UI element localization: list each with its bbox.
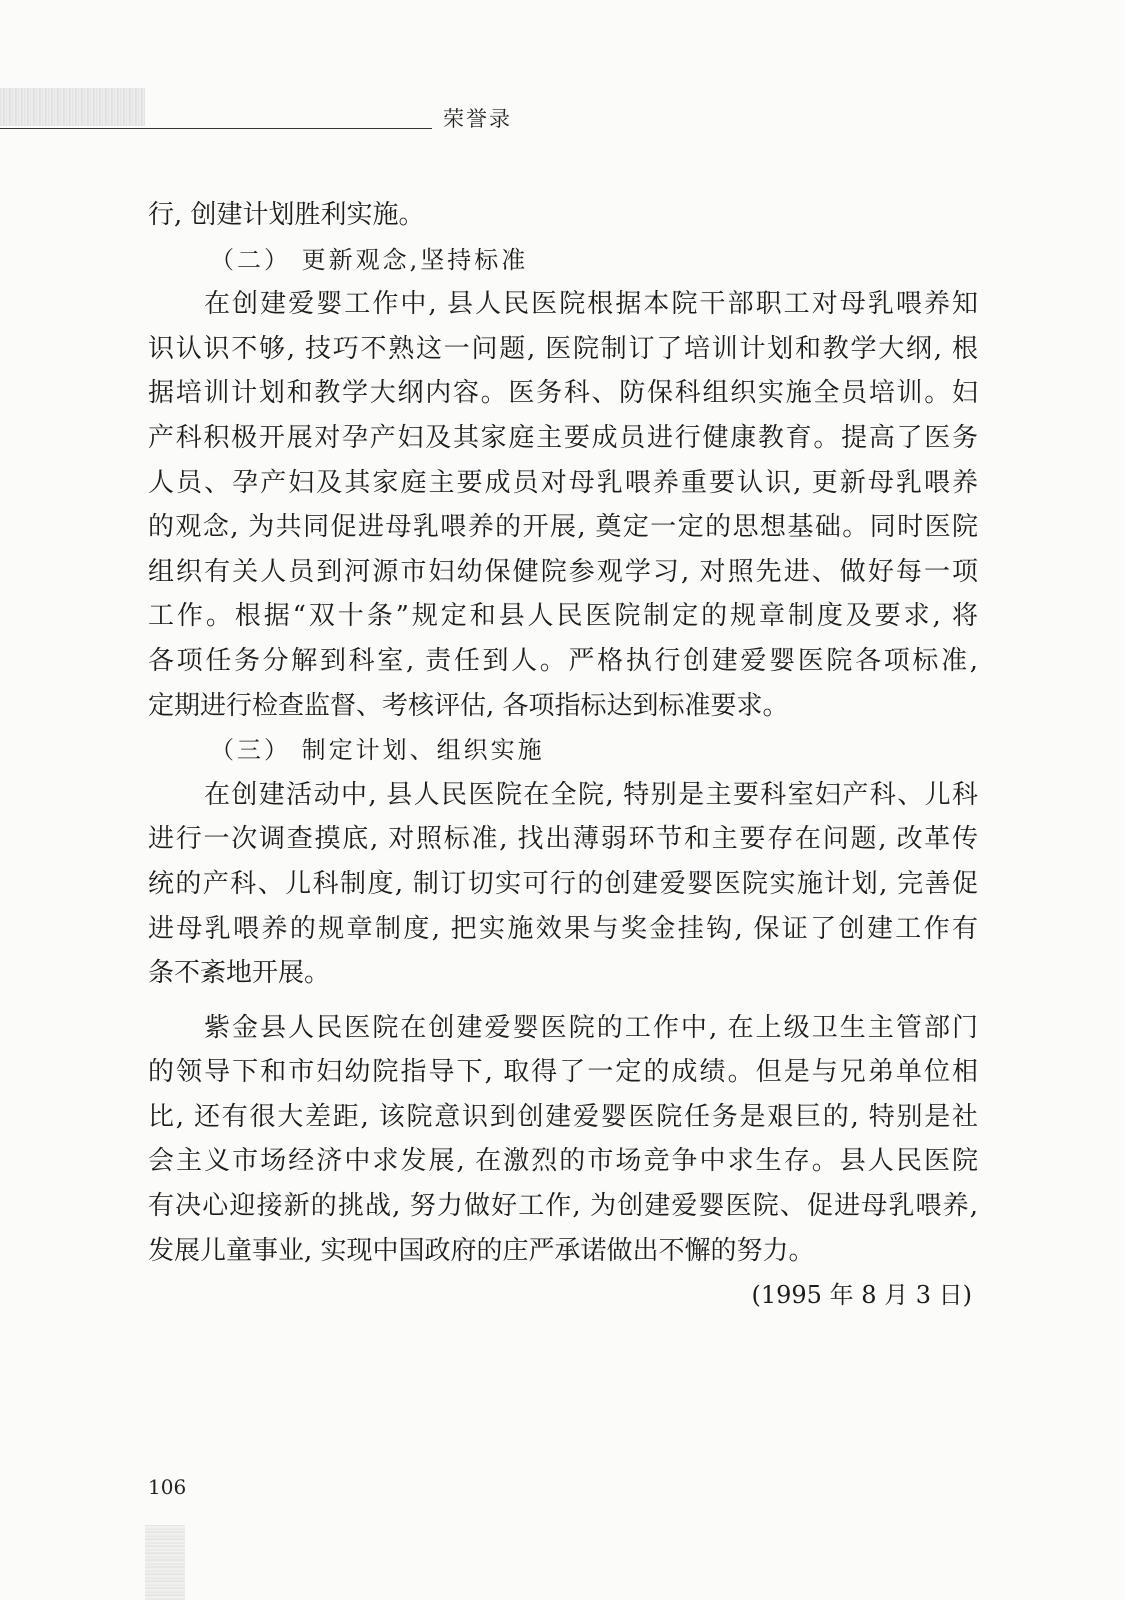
paragraph-line: 会主义市场经济中求发展, 在激烈的市场竞争中求生存。县人民医院: [148, 1146, 978, 1177]
paragraph-line: 统的产科、儿科制度, 制订切实可行的创建爱婴医院实施计划, 完善促: [148, 868, 978, 899]
paragraph-line: 定期进行检查监督、考核评估, 各项指标达到标准要求。: [148, 690, 789, 721]
body-text: [148, 193, 978, 1318]
running-head-rule: [0, 128, 432, 129]
paragraph-line: 条不紊地开展。: [148, 958, 331, 989]
paragraph-line: 的观念, 为共同促进母乳喂养的开展, 奠定一定的思想基础。同时医院: [148, 512, 978, 543]
paragraph-line: 紫金县人民医院在创建爱婴医院的工作中, 在上级卫生主管部门: [204, 1012, 978, 1043]
section-heading-3: （三） 制定计划、组织实施: [210, 736, 545, 765]
paragraph-line: 进行一次调查摸底, 对照标准, 找出薄弱环节和主要存在问题, 改革传: [148, 824, 978, 855]
paragraph-line: 的领导下和市妇幼院指导下, 取得了一定的成绩。但是与兄弟单位相: [148, 1057, 978, 1088]
scan-noise-top: [0, 88, 145, 126]
paragraph-3: [148, 1006, 978, 1274]
paragraph-1: [148, 282, 978, 728]
paragraph-line: 有决心迎接新的挑战, 努力做好工作, 为创建爱婴医院、促进母乳喂养,: [148, 1191, 978, 1222]
paragraph-line: 产科积极开展对孕产妇及其家庭主要成员进行健康教育。提高了医务: [148, 422, 978, 453]
paragraph-line: 进母乳喂养的规章制度, 把实施效果与奖金挂钩, 保证了创建工作有: [148, 913, 978, 944]
scan-noise-bottom: [145, 1525, 185, 1600]
paragraph-line: 据培训计划和教学大纲内容。医务科、防保科组织实施全员培训。妇: [148, 378, 978, 409]
paragraph-line: 比, 还有很大差距, 该院意识到创建爱婴医院任务是艰巨的, 特别是社: [148, 1101, 978, 1132]
page-number: 106: [148, 1475, 187, 1499]
paragraph-gap: [148, 996, 978, 1006]
document-date: (1995 年 8 月 3 日): [751, 1281, 972, 1310]
paragraph-line: 在创建爱婴工作中, 县人民医院根据本院干部职工对母乳喂养知: [204, 289, 978, 320]
paragraph-line: 组织有关人员到河源市妇幼保健院参观学习, 对照先进、做好每一项: [148, 556, 978, 587]
section-heading-2: （二） 更新观念,坚持标准: [210, 245, 529, 274]
paragraph-line: 在创建活动中, 县人民医院在全院, 特别是主要科室妇产科、儿科: [204, 779, 978, 810]
paragraph-line: 行, 创建计划胜利实施。: [148, 200, 425, 230]
paragraph-line: 识认识不够, 技巧不熟这一问题, 医院制订了培训计划和教学大纲, 根: [148, 333, 978, 364]
paragraph-line: 发展儿童事业, 实现中国政府的庄严承诺做出不懈的努力。: [148, 1235, 815, 1266]
running-head-title: 荣誉录: [443, 107, 512, 131]
paragraph-line: 人员、孕产妇及其家庭主要成员对母乳喂养重要认识, 更新母乳喂养: [148, 467, 978, 498]
paragraph-line: 各项任务分解到科室, 责任到人。严格执行创建爱婴医院各项标准,: [148, 645, 978, 676]
paragraph-line: 工作。根据“双十条”规定和县人民医院制定的规章制度及要求, 将: [148, 601, 978, 632]
paragraph-2: [148, 773, 978, 996]
